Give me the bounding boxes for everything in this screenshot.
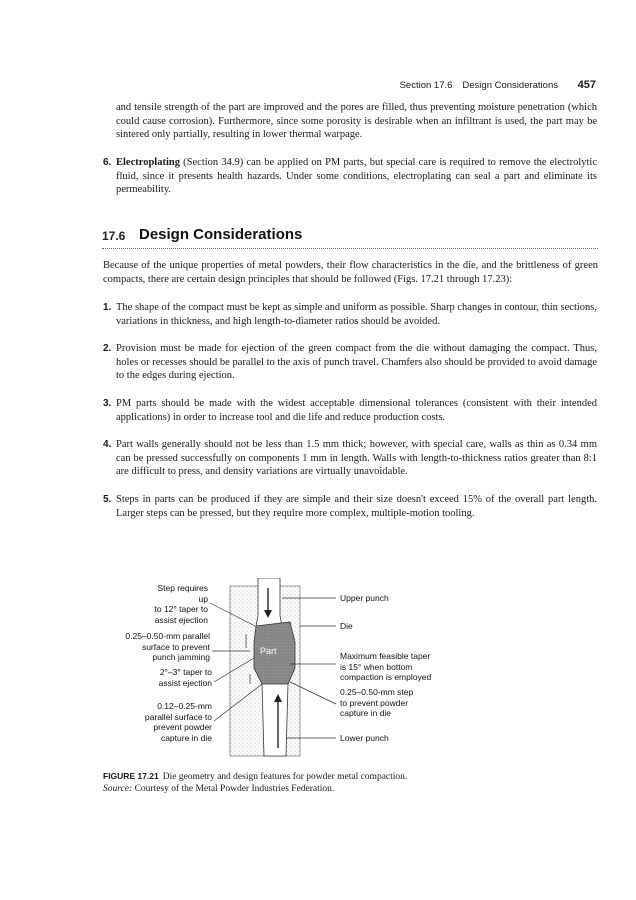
list-item-text: Provision must be made for ejection of the green compact from the die without damaging the compact. Thus, holes or recesses should be parallel to the axis of punch travel. Chamfers also should be provided to avoid damage to the edges during ejection. bbox=[116, 343, 597, 382]
label-step-taper: Step requires up to 12° taper to assist ejection bbox=[154, 583, 208, 625]
list-item-number: 5. bbox=[103, 494, 112, 505]
list-item-text: Part walls generally should not be less than 1.5 mm thick; however, with special care, walls as thin as 0.34 mm can be pressed successfully on components 1 mm in length. Walls with length-to-thickness ratios greater than 8:1 are difficult to press, and density variations are virtually unavoidable. bbox=[116, 439, 597, 478]
intro-paragraph: Because of the unique properties of metal powders, their flow characteristics in the die, and the brittleness of green compacts, there are certain design principles that should be followed (Figs. 17.21 through 17.23): bbox=[103, 260, 598, 285]
list-item-number: 3. bbox=[103, 398, 112, 409]
label-max-taper: Maximum feasible taper is 15° when bottom compaction is employed bbox=[340, 651, 432, 682]
list-item-6-heading: Electroplating bbox=[116, 157, 180, 168]
section-title: Design Considerations bbox=[139, 226, 303, 243]
lower-punch-shape bbox=[262, 684, 288, 756]
list-item-4 bbox=[103, 438, 597, 479]
list-item-6-number: 6. bbox=[103, 157, 112, 168]
caption-source-label: Source: bbox=[103, 784, 133, 794]
list-item-text: The shape of the compact must be kept as simple and uniform as possible. Sharp changes in contour, thin sections, variations in thickness, and high length-to-diameter ratios should be avoided. bbox=[116, 302, 597, 327]
section-number: 17.6 bbox=[102, 229, 126, 243]
list-item-text: PM parts should be made with the widest acceptable dimensional tolerances (consistent with their intended applications) in order to increase tool and die life and reduce production costs. bbox=[116, 398, 597, 423]
list-item-number: 4. bbox=[103, 439, 112, 450]
list-item-number: 2. bbox=[103, 343, 112, 354]
running-header bbox=[0, 80, 636, 96]
list-item-3 bbox=[103, 397, 597, 424]
label-parallel-surface: 0.25–0.50-mm parallel surface to prevent punch jamming bbox=[125, 631, 210, 662]
list-item-text: Steps in parts can be produced if they are simple and their size doesn't exceed 15% of the overall part length. Larger steps can be pressed, but they require more complex, multiple-motion tooling. bbox=[116, 494, 597, 519]
figure-17-21 bbox=[125, 578, 570, 768]
header-section-number: Section 17.6 bbox=[399, 80, 453, 91]
label-die: Die bbox=[340, 621, 353, 631]
label-upper-punch: Upper punch bbox=[340, 593, 389, 603]
label-taper-ejection: 2°–3° taper to assist ejection bbox=[158, 667, 212, 688]
label-step-capture: 0.25–0.50-mm step to prevent powder capture in die bbox=[340, 687, 414, 718]
figure-caption bbox=[103, 770, 603, 795]
list-item-1 bbox=[103, 301, 597, 328]
page-number: 457 bbox=[577, 79, 596, 91]
list-item-6-text: (Section 34.9) can be applied on PM parts, but special care is required to remove the electrolytic fluid, since it presents health hazards. Under some conditions, electroplating can seal a part and eliminate its permeability. bbox=[116, 157, 597, 196]
label-parallel-surface-capture: 0.12–0.25-mm parallel surface to prevent powder capture in die bbox=[144, 701, 212, 743]
header-section bbox=[400, 80, 558, 91]
list-item-6 bbox=[103, 156, 597, 197]
list-item-2 bbox=[103, 342, 597, 383]
caption-label: FIGURE 17.21 bbox=[103, 771, 159, 781]
list-item-number: 1. bbox=[103, 302, 112, 313]
caption-source-text: Courtesy of the Metal Powder Industries Federation. bbox=[132, 784, 335, 794]
label-lower-punch: Lower punch bbox=[340, 733, 389, 743]
list-item-5 bbox=[103, 493, 597, 520]
section-heading bbox=[102, 228, 598, 249]
continued-text: and tensile strength of the part are improved and the pores are filled, thus preventing moisture penetration (which could cause corrosion). Furthermore, since some porosity is desirable when an infiltrant is used, the part may be sintered only partially, resulting in lower thermal warpage. bbox=[116, 102, 597, 141]
part-label: Part bbox=[260, 646, 277, 656]
continued-paragraph bbox=[116, 101, 597, 142]
caption-text: Die geometry and design features for powder metal compaction. bbox=[162, 772, 408, 782]
header-section-title: Design Considerations bbox=[462, 80, 558, 91]
upper-punch-shape bbox=[256, 578, 282, 626]
